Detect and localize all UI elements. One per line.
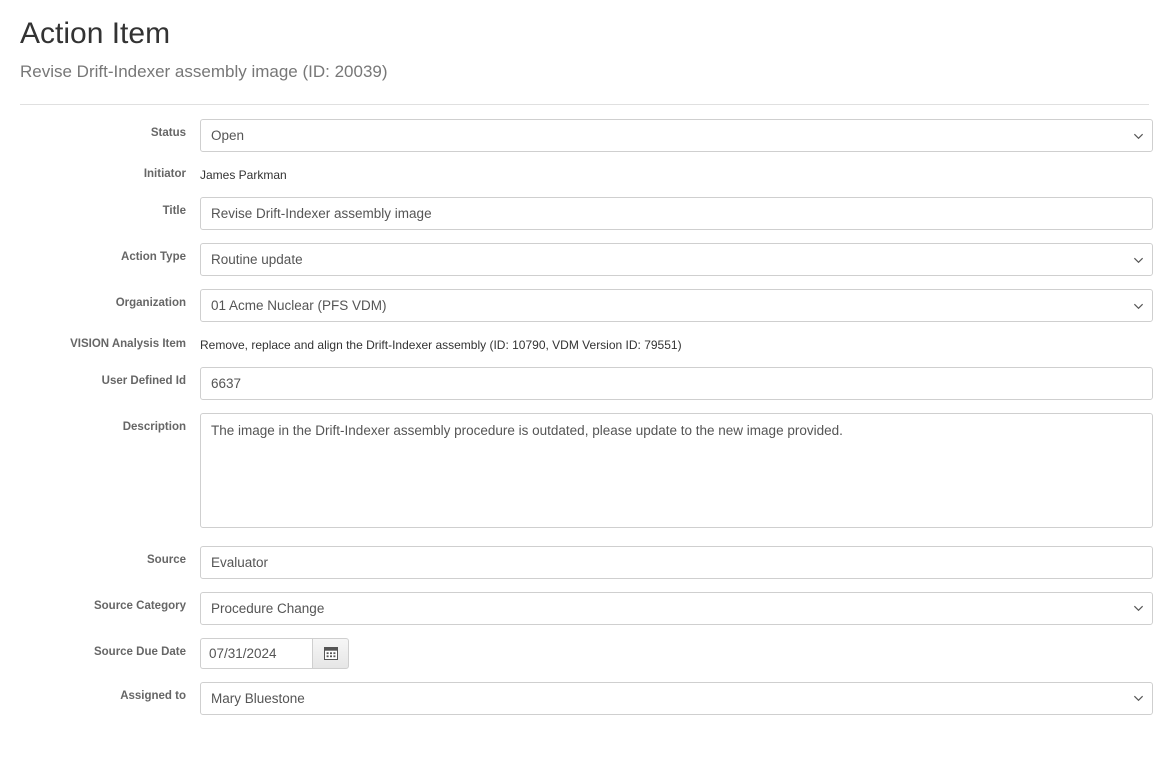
form-row-status <box>16 119 1153 152</box>
label-action-type: Action Type <box>121 251 186 264</box>
calendar-icon <box>324 646 338 660</box>
form-row-description <box>16 413 1153 533</box>
form-row-source <box>16 546 1153 579</box>
source-due-date-group <box>200 638 349 669</box>
field-action-type <box>200 243 1153 276</box>
status-select[interactable] <box>200 119 1153 152</box>
status-select-value[interactable]: Open <box>200 119 1153 152</box>
page-title: Action Item <box>20 17 171 50</box>
label-title: Title <box>162 205 186 218</box>
field-source-due-date <box>200 638 1153 669</box>
organization-select[interactable] <box>200 289 1153 322</box>
label-organization: Organization <box>115 297 186 310</box>
form-row-user-defined-id <box>16 367 1153 400</box>
form-row-title <box>16 197 1153 230</box>
assigned-to-select-value[interactable]: Mary Bluestone <box>200 682 1153 715</box>
label-initiator: Initiator <box>143 168 186 181</box>
field-title <box>200 197 1153 230</box>
label-status: Status <box>150 127 186 140</box>
organization-select-value[interactable]: 01 Acme Nuclear (PFS VDM) <box>200 289 1153 322</box>
field-user-defined-id <box>200 367 1153 400</box>
assigned-to-select[interactable] <box>200 682 1153 715</box>
label-assigned-to: Assigned to <box>120 689 186 702</box>
vision-analysis-item-value: Remove, replace and align the Drift-Indexer assembly (ID: 10790, VDM Version ID: 79551) <box>200 338 682 353</box>
initiator-value: James Parkman <box>200 168 287 183</box>
source-input[interactable] <box>200 546 1153 579</box>
form-row-source-due-date <box>16 638 1153 669</box>
description-textarea[interactable] <box>200 413 1153 528</box>
form-row-organization <box>16 289 1153 322</box>
label-user-defined-id: User Defined Id <box>101 374 186 387</box>
source-category-select[interactable] <box>200 592 1153 625</box>
label-source-due-date: Source Due Date <box>93 645 186 658</box>
form-row-action-type <box>16 243 1153 276</box>
field-description <box>200 413 1153 533</box>
field-assigned-to <box>200 682 1153 715</box>
page-header <box>0 0 1169 82</box>
label-vision-analysis-item: VISION Analysis Item <box>70 338 186 351</box>
field-vision-analysis-item <box>200 335 1153 354</box>
form-row-initiator <box>16 165 1153 184</box>
user-defined-id-input[interactable] <box>200 367 1153 400</box>
field-source <box>200 546 1153 579</box>
field-status <box>200 119 1153 152</box>
form-row-source-category <box>16 592 1153 625</box>
label-description: Description <box>122 420 186 433</box>
label-source: Source <box>147 553 186 566</box>
action-type-select[interactable] <box>200 243 1153 276</box>
page-subtitle: Revise Drift-Indexer assembly image (ID: 20039) <box>20 62 388 81</box>
form-row-vision-analysis-item <box>16 335 1153 354</box>
action-type-select-value[interactable]: Routine update <box>200 243 1153 276</box>
title-input[interactable] <box>200 197 1153 230</box>
date-picker-button[interactable] <box>312 638 349 669</box>
form-row-assigned-to <box>16 682 1153 715</box>
source-due-date-input[interactable] <box>200 638 312 669</box>
source-category-select-value[interactable]: Procedure Change <box>200 592 1153 625</box>
action-item-form <box>0 105 1169 715</box>
label-source-category: Source Category <box>93 599 186 612</box>
field-initiator <box>200 165 1153 184</box>
field-source-category <box>200 592 1153 625</box>
field-organization <box>200 289 1153 322</box>
